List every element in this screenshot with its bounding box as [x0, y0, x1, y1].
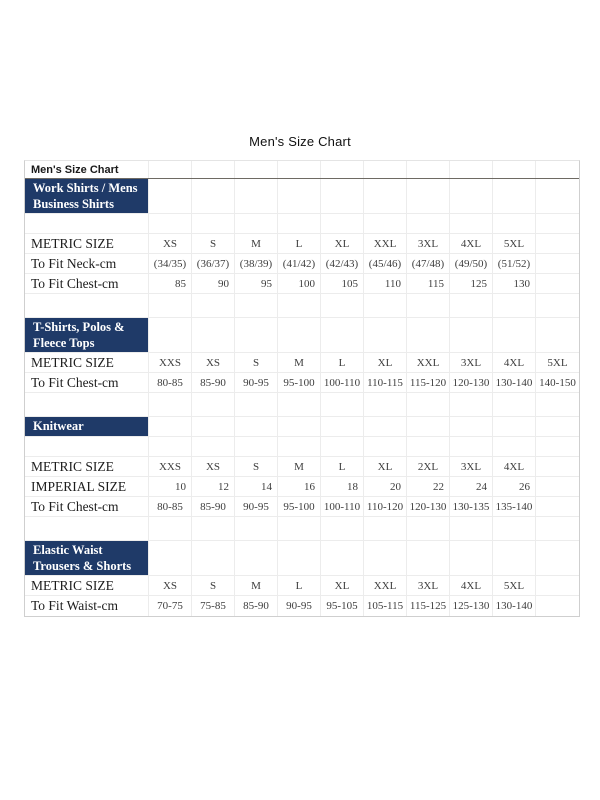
empty-cell — [235, 318, 278, 352]
size-value-cell: 22 — [407, 477, 450, 496]
gap-label-cell — [25, 517, 149, 540]
size-value-cell: 95 — [235, 274, 278, 293]
empty-cell — [407, 214, 450, 233]
section-gap-row — [25, 294, 579, 318]
empty-cell — [321, 318, 364, 352]
empty-cell — [493, 437, 536, 456]
empty-cell — [536, 596, 579, 616]
size-value-cell: 70-75 — [149, 596, 192, 616]
empty-cell — [493, 161, 536, 178]
size-value-cell: XXL — [364, 234, 407, 253]
empty-cell — [536, 497, 579, 516]
size-value-cell: 26 — [493, 477, 536, 496]
size-value-cell: 10 — [149, 477, 192, 496]
empty-cell — [450, 179, 493, 213]
empty-cell — [321, 437, 364, 456]
size-value-cell: 110-115 — [364, 373, 407, 392]
empty-cell — [321, 179, 364, 213]
empty-cell — [192, 393, 235, 416]
size-value-cell: 100-110 — [321, 373, 364, 392]
size-value-cell: 90-95 — [235, 497, 278, 516]
empty-cell — [149, 161, 192, 178]
section-title-row — [25, 318, 579, 353]
row-label: METRIC SIZE — [25, 234, 149, 253]
empty-cell — [192, 318, 235, 352]
size-value-cell: (34/35) — [149, 254, 192, 273]
size-value-cell: XL — [321, 576, 364, 595]
size-value-cell: 130-140 — [493, 596, 536, 616]
empty-cell — [407, 294, 450, 317]
size-value-cell: 24 — [450, 477, 493, 496]
empty-cell — [536, 234, 579, 253]
row-label: To Fit Neck-cm — [25, 254, 149, 273]
size-value-cell: S — [235, 353, 278, 372]
size-value-cell: XS — [149, 234, 192, 253]
empty-cell — [407, 179, 450, 213]
size-value-cell: M — [278, 457, 321, 476]
empty-cell — [192, 541, 235, 575]
empty-cell — [278, 393, 321, 416]
size-value-cell: 110 — [364, 274, 407, 293]
empty-cell — [192, 294, 235, 317]
empty-cell — [149, 517, 192, 540]
empty-cell — [364, 517, 407, 540]
size-value-cell: S — [235, 457, 278, 476]
size-value-cell: (49/50) — [450, 254, 493, 273]
size-value-cell: 105 — [321, 274, 364, 293]
row-label: To Fit Chest-cm — [25, 274, 149, 293]
size-value-cell: XL — [364, 353, 407, 372]
data-row — [25, 457, 579, 477]
size-value-cell: 12 — [192, 477, 235, 496]
empty-cell — [321, 417, 364, 436]
size-value-cell: XXL — [407, 353, 450, 372]
size-value-cell: 5XL — [547, 356, 568, 369]
empty-cell — [536, 214, 579, 233]
empty-cell — [407, 437, 450, 456]
size-value-cell: 5XL — [493, 234, 536, 253]
size-value-cell: 130-140 — [493, 373, 536, 392]
size-value-cell: 90-95 — [235, 373, 278, 392]
section-title: Elastic Waist Trousers & Shorts — [25, 541, 149, 575]
empty-cell — [364, 541, 407, 575]
data-row — [25, 497, 579, 517]
empty-cell — [364, 437, 407, 456]
table-header-title: Men's Size Chart — [25, 161, 149, 178]
row-label: METRIC SIZE — [25, 353, 149, 372]
empty-cell — [278, 517, 321, 540]
empty-cell — [493, 214, 536, 233]
size-value-cell: L — [278, 576, 321, 595]
empty-cell — [450, 161, 493, 178]
section-gap-row — [25, 393, 579, 417]
empty-cell — [407, 161, 450, 178]
empty-cell — [536, 457, 579, 476]
size-value-cell: M — [278, 353, 321, 372]
empty-cell — [364, 318, 407, 352]
empty-cell — [278, 179, 321, 213]
empty-cell — [149, 294, 192, 317]
empty-cell — [450, 393, 493, 416]
empty-cell — [235, 541, 278, 575]
size-value-cell: XXS — [149, 457, 192, 476]
row-label: To Fit Chest-cm — [25, 373, 149, 392]
empty-cell — [536, 294, 579, 317]
section-gap-row — [25, 517, 579, 541]
empty-cell — [536, 179, 579, 213]
empty-cell — [149, 393, 192, 416]
empty-cell — [450, 318, 493, 352]
size-value-cell: XXS — [149, 353, 192, 372]
data-row — [25, 596, 579, 616]
empty-cell — [192, 417, 235, 436]
empty-cell — [235, 393, 278, 416]
empty-cell — [536, 318, 579, 352]
gap-label-cell — [25, 393, 149, 416]
size-value-cell: 85-90 — [192, 497, 235, 516]
empty-cell — [321, 294, 364, 317]
size-value-cell: 18 — [321, 477, 364, 496]
empty-cell — [192, 214, 235, 233]
size-value-cell: 115 — [407, 274, 450, 293]
size-value-cell: 140-150 — [539, 376, 576, 389]
size-value-cell: 2XL — [407, 457, 450, 476]
size-value-cell: 5XL — [493, 576, 536, 595]
size-value-cell: XL — [321, 234, 364, 253]
size-value-cell: 85-90 — [235, 596, 278, 616]
empty-cell — [278, 437, 321, 456]
empty-cell — [278, 541, 321, 575]
size-value-cell: 3XL — [407, 576, 450, 595]
data-row — [25, 254, 579, 274]
size-chart-table — [24, 160, 580, 617]
empty-cell — [536, 541, 579, 575]
size-value-cell: L — [321, 353, 364, 372]
size-value-cell: 85-90 — [192, 373, 235, 392]
size-value-cell: 100 — [278, 274, 321, 293]
empty-cell — [493, 318, 536, 352]
empty-cell — [192, 161, 235, 178]
data-row — [25, 234, 579, 254]
page-title: Men's Size Chart — [249, 134, 351, 149]
empty-cell — [235, 179, 278, 213]
empty-cell — [321, 214, 364, 233]
size-value-cell: 130 — [493, 274, 536, 293]
size-value-cell: 3XL — [450, 353, 493, 372]
size-value-cell: 115-125 — [407, 596, 450, 616]
size-value-cell: M — [235, 234, 278, 253]
empty-cell — [149, 318, 192, 352]
empty-cell — [321, 393, 364, 416]
empty-cell — [278, 417, 321, 436]
size-value-cell: XL — [364, 457, 407, 476]
empty-cell — [407, 517, 450, 540]
empty-cell — [192, 179, 235, 213]
empty-cell — [235, 437, 278, 456]
data-row — [25, 477, 579, 497]
data-row — [25, 373, 579, 393]
size-value-cell: 105-115 — [364, 596, 407, 616]
size-value-cell: (36/37) — [192, 254, 235, 273]
size-value-cell: 4XL — [450, 576, 493, 595]
empty-cell — [235, 517, 278, 540]
empty-cell — [536, 161, 579, 178]
empty-cell — [450, 437, 493, 456]
row-label: IMPERIAL SIZE — [25, 477, 149, 496]
empty-cell — [235, 214, 278, 233]
data-row — [25, 576, 579, 596]
data-row — [25, 274, 579, 294]
size-value-cell: (42/43) — [321, 254, 364, 273]
empty-cell — [493, 541, 536, 575]
size-value-cell: 85 — [149, 274, 192, 293]
empty-cell — [278, 318, 321, 352]
data-row — [25, 353, 579, 373]
section-title-row — [25, 541, 579, 576]
size-value-cell: 3XL — [407, 234, 450, 253]
size-value-cell: 3XL — [450, 457, 493, 476]
empty-cell — [536, 576, 579, 595]
size-value-cell: 130-135 — [450, 497, 493, 516]
empty-cell — [493, 294, 536, 317]
size-value-cell: S — [192, 234, 235, 253]
empty-cell — [450, 517, 493, 540]
section-title-row — [25, 417, 579, 437]
empty-cell — [278, 294, 321, 317]
size-value-cell: 115-120 — [407, 373, 450, 392]
size-value-cell: XXL — [364, 576, 407, 595]
empty-cell — [536, 437, 579, 456]
size-value-cell: 4XL — [493, 353, 536, 372]
size-value-cell: 16 — [278, 477, 321, 496]
row-label: METRIC SIZE — [25, 457, 149, 476]
empty-cell — [149, 541, 192, 575]
size-value-cell: L — [321, 457, 364, 476]
table-body — [25, 179, 579, 616]
size-value-cell: 80-85 — [149, 497, 192, 516]
empty-cell — [407, 417, 450, 436]
empty-cell — [450, 214, 493, 233]
size-value-cell: (47/48) — [407, 254, 450, 273]
spacer-row — [25, 437, 579, 457]
empty-cell — [149, 437, 192, 456]
empty-cell — [364, 294, 407, 317]
spacer-label-cell — [25, 437, 149, 456]
size-value-cell: XS — [192, 457, 235, 476]
size-value-cell: 90 — [192, 274, 235, 293]
row-label: To Fit Chest-cm — [25, 497, 149, 516]
size-value-cell: 75-85 — [192, 596, 235, 616]
empty-cell — [321, 541, 364, 575]
size-value-cell: 120-130 — [407, 497, 450, 516]
empty-cell — [407, 393, 450, 416]
empty-cell — [278, 161, 321, 178]
empty-cell — [364, 161, 407, 178]
size-value-cell: 4XL — [450, 234, 493, 253]
size-value-cell: 4XL — [493, 457, 536, 476]
empty-cell — [536, 517, 579, 540]
empty-cell — [493, 517, 536, 540]
empty-cell — [235, 294, 278, 317]
size-value-cell: 95-100 — [278, 497, 321, 516]
empty-cell — [321, 161, 364, 178]
empty-cell — [235, 417, 278, 436]
empty-cell — [536, 274, 579, 293]
size-value-cell: 14 — [235, 477, 278, 496]
size-value-cell: 125-130 — [450, 596, 493, 616]
size-value-cell: XS — [149, 576, 192, 595]
empty-cell — [536, 417, 579, 436]
size-value-cell: (38/39) — [235, 254, 278, 273]
size-value-cell: 95-100 — [278, 373, 321, 392]
empty-cell — [235, 161, 278, 178]
empty-cell — [364, 393, 407, 416]
empty-cell — [149, 179, 192, 213]
spacer-label-cell — [25, 214, 149, 233]
empty-cell — [493, 393, 536, 416]
empty-cell — [536, 477, 579, 496]
size-value-cell: 20 — [364, 477, 407, 496]
size-value-cell: 95-105 — [321, 596, 364, 616]
size-value-cell: 110-120 — [364, 497, 407, 516]
size-value-cell: L — [278, 234, 321, 253]
section-title: Work Shirts / Mens Business Shirts — [25, 179, 149, 213]
size-value-cell: 125 — [450, 274, 493, 293]
section-title: Knitwear — [25, 417, 149, 436]
size-value-cell: M — [235, 576, 278, 595]
empty-cell — [192, 437, 235, 456]
empty-cell — [149, 417, 192, 436]
empty-cell — [493, 417, 536, 436]
row-label: To Fit Waist-cm — [25, 596, 149, 616]
section-title: T-Shirts, Polos & Fleece Tops — [25, 318, 149, 352]
size-value-cell: 90-95 — [278, 596, 321, 616]
size-value-cell: S — [192, 576, 235, 595]
gap-label-cell — [25, 294, 149, 317]
empty-cell — [192, 517, 235, 540]
empty-cell — [536, 254, 579, 273]
spacer-row — [25, 214, 579, 234]
empty-cell — [407, 541, 450, 575]
size-value-cell: (45/46) — [364, 254, 407, 273]
empty-cell — [407, 318, 450, 352]
size-value-cell: 120-130 — [450, 373, 493, 392]
empty-cell — [364, 179, 407, 213]
empty-cell — [450, 294, 493, 317]
empty-cell — [364, 417, 407, 436]
section-title-row — [25, 179, 579, 214]
size-value-cell: (41/42) — [278, 254, 321, 273]
size-value-cell: XS — [192, 353, 235, 372]
empty-cell — [364, 214, 407, 233]
size-value-cell: 80-85 — [149, 373, 192, 392]
empty-cell — [493, 179, 536, 213]
size-value-cell: 100-110 — [321, 497, 364, 516]
empty-cell — [450, 541, 493, 575]
row-label: METRIC SIZE — [25, 576, 149, 595]
empty-cell — [536, 393, 579, 416]
empty-cell — [450, 417, 493, 436]
empty-cell — [321, 517, 364, 540]
size-value-cell: 135-140 — [493, 497, 536, 516]
size-value-cell: (51/52) — [493, 254, 536, 273]
empty-cell — [149, 214, 192, 233]
empty-cell — [278, 214, 321, 233]
table-header-row — [25, 161, 579, 179]
